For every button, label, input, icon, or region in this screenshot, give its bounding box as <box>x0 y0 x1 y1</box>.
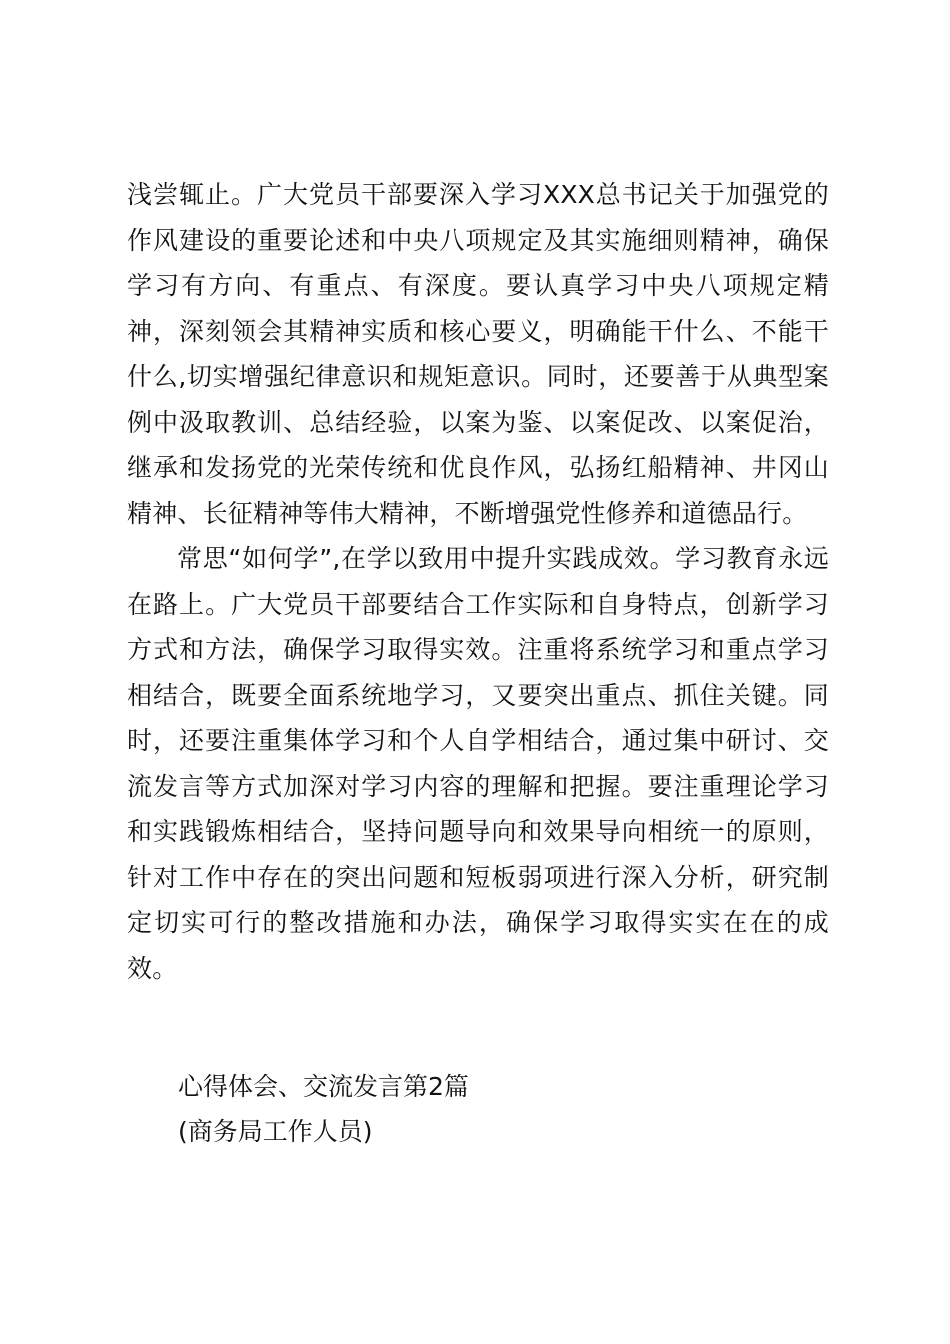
body-text <box>127 172 829 991</box>
paragraph: 常思“如何学”,在学以致用中提升实践成效。学习教育永远在路上。广大党员干部要结合工作实际和自身特点，创新学习方式和方法，确保学习取得实效。注重将系统学习和重点学习相结合，既要全面系统地学习，又要突出重点、抓住关键。同时，还要注重集体学习和个人自学相结合，通过集中研讨、交流发言等方式加深对学习内容的理解和把握。要注重理论学习和实践锻炼相结合，坚持问题导向和效果导向相统一的原则，针对工作中存在的突出问题和短板弱项进行深入分析，研究制定切实可行的整改措施和办法，确保学习取得实实在在的成效。 <box>127 544 829 983</box>
section-heading <box>178 1064 778 1154</box>
section-title: 心得体会、交流发言第2篇 <box>178 1072 469 1101</box>
paragraph-continued: 浅尝辄止。广大党员干部要深入学习XXX总书记关于加强党的作风建设的重要论述和中央八项规定及其实施细则精神，确保学习有方向、有重点、有深度。要认真学习中央八项规定精神，深刻领会其精神实质和核心要义，明确能干什么、不能干什么,切实增强纪律意识和规矩意识。同时，还要善于从典型案例中汲取教训、总结经验，以案为鉴、以案促改、以案促治，继承和发扬党的光荣传统和优良作风，弘扬红船精神、井冈山精神、长征精神等伟大精神，不断增强党性修养和道德品行。 <box>127 180 829 528</box>
section-subtitle: (商务局工作人员) <box>178 1117 373 1146</box>
